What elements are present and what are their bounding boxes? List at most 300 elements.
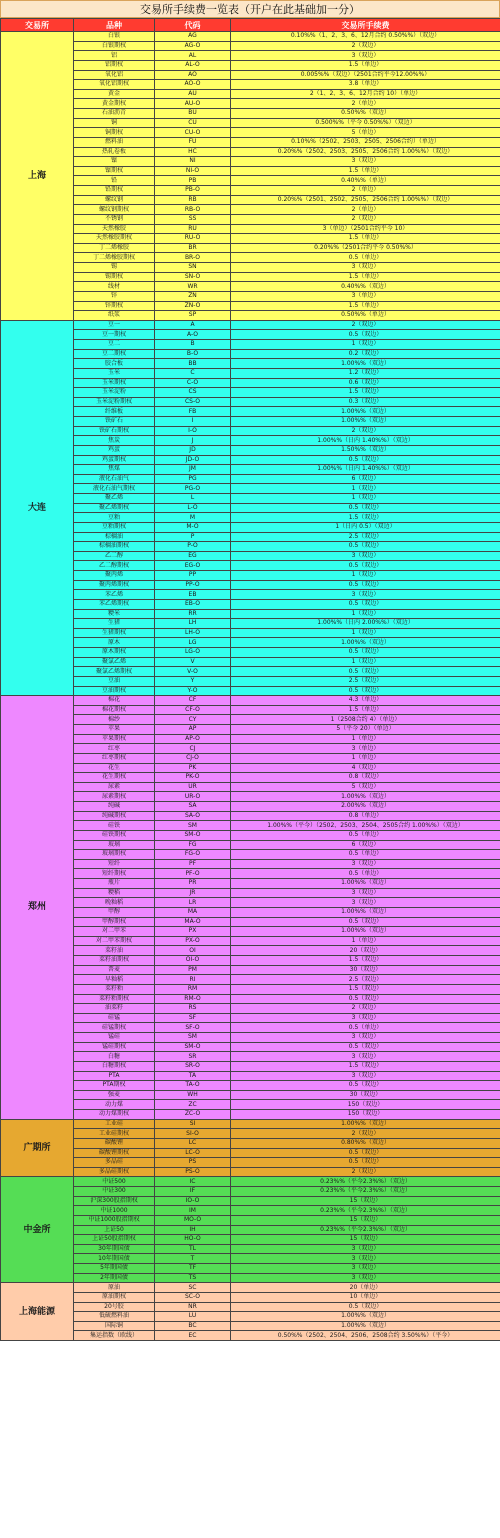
table-row bbox=[1, 311, 500, 321]
table-row bbox=[1, 1206, 500, 1216]
product-code: A bbox=[155, 320, 231, 330]
exchange-name: 上海 bbox=[1, 32, 74, 321]
table-row bbox=[1, 89, 500, 99]
fee-value: 2.5（双边） bbox=[231, 532, 500, 542]
table-row bbox=[1, 99, 500, 109]
product-code: IO-O bbox=[155, 1196, 231, 1206]
product-code: SC bbox=[155, 1283, 231, 1293]
product-code: CY bbox=[155, 715, 231, 725]
product-code: BR-O bbox=[155, 253, 231, 263]
product-code: LU bbox=[155, 1312, 231, 1322]
product-name: 中证500 bbox=[74, 1177, 155, 1187]
table-row bbox=[1, 522, 500, 532]
fee-value: 3（双边） bbox=[231, 898, 500, 908]
fee-value: 0.5（单边） bbox=[231, 253, 500, 263]
header-row bbox=[1, 19, 500, 32]
table-row bbox=[1, 1187, 500, 1197]
table-row bbox=[1, 686, 500, 696]
table-row bbox=[1, 580, 500, 590]
product-code: LG-O bbox=[155, 648, 231, 658]
table-row bbox=[1, 965, 500, 975]
fee-value: 0.5（双边） bbox=[231, 917, 500, 927]
product-name: 硅锰期权 bbox=[74, 1023, 155, 1033]
product-name: 上证50股指期权 bbox=[74, 1235, 155, 1245]
table-row bbox=[1, 628, 500, 638]
table-row bbox=[1, 725, 500, 735]
product-name: 铁矿石 bbox=[74, 417, 155, 427]
fee-value: 3（双边） bbox=[231, 1254, 500, 1264]
table-row bbox=[1, 956, 500, 966]
product-code: BU bbox=[155, 109, 231, 119]
product-code: AP bbox=[155, 725, 231, 735]
fee-value: 10（单边） bbox=[231, 1292, 500, 1302]
product-name: 乙二醇期权 bbox=[74, 561, 155, 571]
product-code: WR bbox=[155, 282, 231, 292]
fee-value: 0.23%%（平今2.3%%）（双边） bbox=[231, 1206, 500, 1216]
product-name: 油菜籽 bbox=[74, 1004, 155, 1014]
fee-value: 2（单边） bbox=[231, 186, 500, 196]
fee-value: 1.00%%（双边） bbox=[231, 792, 500, 802]
product-code: FG bbox=[155, 840, 231, 850]
table-row bbox=[1, 80, 500, 90]
product-code: V-O bbox=[155, 667, 231, 677]
product-code: PB bbox=[155, 176, 231, 186]
fee-value: 1.00%%（双边） bbox=[231, 927, 500, 937]
fee-value: 5（单边） bbox=[231, 128, 500, 138]
fee-value: 30（双边） bbox=[231, 1090, 500, 1100]
product-code: NI-O bbox=[155, 166, 231, 176]
product-name: 玉米 bbox=[74, 368, 155, 378]
fee-value: 0.5（双边） bbox=[231, 503, 500, 513]
product-name: 原油 bbox=[74, 1283, 155, 1293]
table-row bbox=[1, 1292, 500, 1302]
product-name: 白糖期权 bbox=[74, 1061, 155, 1071]
table-row bbox=[1, 224, 500, 234]
fee-value: 0.5（双边） bbox=[231, 542, 500, 552]
product-name: 聚氯乙烯期权 bbox=[74, 667, 155, 677]
product-name: 棕榈油 bbox=[74, 532, 155, 542]
fee-value: 3（双边） bbox=[231, 888, 500, 898]
product-code: ZN-O bbox=[155, 301, 231, 311]
fee-value: 3（双边） bbox=[231, 1273, 500, 1283]
fee-value: 1.5（单边） bbox=[231, 705, 500, 715]
product-code: I bbox=[155, 417, 231, 427]
product-name: 菜籽粕期权 bbox=[74, 994, 155, 1004]
product-name: 豆粕 bbox=[74, 513, 155, 523]
product-name: 螺纹钢 bbox=[74, 195, 155, 205]
fee-value: 2（双边） bbox=[231, 1167, 500, 1177]
fee-value: 3（双边） bbox=[231, 1244, 500, 1254]
product-code: RU bbox=[155, 224, 231, 234]
table-row bbox=[1, 176, 500, 186]
fee-value: 0.5（双边） bbox=[231, 561, 500, 571]
fee-value: 0.23%%（平今2.3%%）（双边） bbox=[231, 1177, 500, 1187]
product-code: TF bbox=[155, 1264, 231, 1274]
fee-value: 0.50%%（双边） bbox=[231, 109, 500, 119]
table-row bbox=[1, 898, 500, 908]
product-name: 聚乙烯期权 bbox=[74, 503, 155, 513]
table-row bbox=[1, 1090, 500, 1100]
product-name: 豆二 bbox=[74, 340, 155, 350]
product-name: 早籼稻 bbox=[74, 975, 155, 985]
product-name: 铅期权 bbox=[74, 186, 155, 196]
fee-value: 1.5（双边） bbox=[231, 956, 500, 966]
product-name: 液化石油气期权 bbox=[74, 484, 155, 494]
product-name: 短纤 bbox=[74, 859, 155, 869]
product-name: 短纤期权 bbox=[74, 869, 155, 879]
product-name: 豆油 bbox=[74, 676, 155, 686]
product-code: T bbox=[155, 1254, 231, 1264]
product-code: JD bbox=[155, 445, 231, 455]
product-code: AO-O bbox=[155, 80, 231, 90]
table-row bbox=[1, 773, 500, 783]
fee-value: 0.20%%（2501、2502、2505、2506合约 1.00%%）（双边） bbox=[231, 195, 500, 205]
table-row bbox=[1, 551, 500, 561]
fee-value: 1（双边） bbox=[231, 571, 500, 581]
table-row bbox=[1, 195, 500, 205]
fee-value: 1（2508合约 4）（单边） bbox=[231, 715, 500, 725]
product-name: 锡期权 bbox=[74, 272, 155, 282]
product-name: 苯乙烯期权 bbox=[74, 599, 155, 609]
table-row bbox=[1, 1235, 500, 1245]
fee-value: 3（双边） bbox=[231, 157, 500, 167]
fee-value: 150（双边） bbox=[231, 1100, 500, 1110]
fee-value: 6（双边） bbox=[231, 474, 500, 484]
product-code: AL-O bbox=[155, 60, 231, 70]
fee-value: 0.2（双边） bbox=[231, 349, 500, 359]
product-code: SN-O bbox=[155, 272, 231, 282]
table-row bbox=[1, 340, 500, 350]
product-code: RI bbox=[155, 975, 231, 985]
table-row bbox=[1, 917, 500, 927]
table-row bbox=[1, 330, 500, 340]
table-row bbox=[1, 503, 500, 513]
fee-value: 0.5（单边） bbox=[231, 869, 500, 879]
fee-value: 1（双边） bbox=[231, 494, 500, 504]
fee-value: 0.5（双边） bbox=[231, 994, 500, 1004]
table-row bbox=[1, 1110, 500, 1120]
product-code: SF-O bbox=[155, 1023, 231, 1033]
product-code: FU bbox=[155, 137, 231, 147]
product-code: FG-O bbox=[155, 850, 231, 860]
table-row bbox=[1, 840, 500, 850]
product-name: 菜籽粕 bbox=[74, 984, 155, 994]
fee-value: 1.50%%（双边） bbox=[231, 445, 500, 455]
product-code: CJ bbox=[155, 744, 231, 754]
product-name: 30年期国债 bbox=[74, 1244, 155, 1254]
fee-value: 1.00%%（日内 2.00%%）（双边） bbox=[231, 619, 500, 629]
table-row bbox=[1, 561, 500, 571]
product-code: RM bbox=[155, 984, 231, 994]
table-row bbox=[1, 792, 500, 802]
product-name: 豆粕期权 bbox=[74, 522, 155, 532]
product-name: 丁二烯橡胶 bbox=[74, 243, 155, 253]
product-name: 原油期权 bbox=[74, 1292, 155, 1302]
product-code: LR bbox=[155, 898, 231, 908]
product-code: OI bbox=[155, 946, 231, 956]
fee-value: 1.00%%（双边） bbox=[231, 407, 500, 417]
product-name: 豆一 bbox=[74, 320, 155, 330]
fee-value: 0.10%%（2502、2503、2505、2506合约）（单边） bbox=[231, 137, 500, 147]
fee-value: 0.80%%（双边） bbox=[231, 1138, 500, 1148]
fee-value: 0.5（单边） bbox=[231, 830, 500, 840]
fee-value: 0.5（双边） bbox=[231, 580, 500, 590]
product-name: 低硫燃料油 bbox=[74, 1312, 155, 1322]
fee-value: 0.5（双边） bbox=[231, 648, 500, 658]
fee-value: 1.00%%（双边） bbox=[231, 638, 500, 648]
fee-value: 0.8（双边） bbox=[231, 773, 500, 783]
product-code: J bbox=[155, 436, 231, 446]
table-row bbox=[1, 234, 500, 244]
table-row bbox=[1, 417, 500, 427]
fee-value: 2（单边） bbox=[231, 205, 500, 215]
product-name: 铅 bbox=[74, 176, 155, 186]
product-code: PR bbox=[155, 879, 231, 889]
fee-value: 3（单边）（2501合约平今 10） bbox=[231, 224, 500, 234]
product-code: BR bbox=[155, 243, 231, 253]
product-code: PX-O bbox=[155, 936, 231, 946]
fee-value: 5（双边） bbox=[231, 782, 500, 792]
table-row bbox=[1, 696, 500, 706]
fee-value: 1.00%%（双边） bbox=[231, 879, 500, 889]
product-name: PTA bbox=[74, 1071, 155, 1081]
product-code: SF bbox=[155, 1013, 231, 1023]
product-name: 玉米淀粉 bbox=[74, 388, 155, 398]
fee-value: 1.00%%（日内 1.40%%）（双边） bbox=[231, 465, 500, 475]
fee-value: 2（单边） bbox=[231, 99, 500, 109]
header-fee: 交易所手续费 bbox=[231, 19, 500, 32]
product-name: 铜期权 bbox=[74, 128, 155, 138]
table-row bbox=[1, 378, 500, 388]
table-row bbox=[1, 1312, 500, 1322]
product-code: PG-O bbox=[155, 484, 231, 494]
product-name: 铝 bbox=[74, 51, 155, 61]
product-code: SC-O bbox=[155, 1292, 231, 1302]
product-name: 聚乙烯 bbox=[74, 494, 155, 504]
table-row bbox=[1, 1138, 500, 1148]
table-row bbox=[1, 821, 500, 831]
fee-value: 0.5（单边） bbox=[231, 850, 500, 860]
product-name: 动力煤 bbox=[74, 1100, 155, 1110]
table-row bbox=[1, 705, 500, 715]
product-name: 普麦 bbox=[74, 965, 155, 975]
product-code: BC bbox=[155, 1321, 231, 1331]
table-row bbox=[1, 975, 500, 985]
product-name: 不锈钢 bbox=[74, 214, 155, 224]
product-name: 硅铁期权 bbox=[74, 830, 155, 840]
fee-value: 0.23%%（平今2.3%%）（双边） bbox=[231, 1225, 500, 1235]
product-name: 玉米期权 bbox=[74, 378, 155, 388]
table-row bbox=[1, 474, 500, 484]
product-code: PK-O bbox=[155, 773, 231, 783]
product-code: MA-O bbox=[155, 917, 231, 927]
fee-value: 2（双边） bbox=[231, 214, 500, 224]
product-code: CS bbox=[155, 388, 231, 398]
table-row bbox=[1, 1273, 500, 1283]
fee-value: 2.00%%（双边） bbox=[231, 802, 500, 812]
table-row bbox=[1, 744, 500, 754]
product-code: PK bbox=[155, 763, 231, 773]
product-name: 玻璃 bbox=[74, 840, 155, 850]
fee-value: 0.20%%（2501合约平今 0.50%%） bbox=[231, 243, 500, 253]
table-row bbox=[1, 397, 500, 407]
table-row bbox=[1, 465, 500, 475]
table-row bbox=[1, 1264, 500, 1274]
product-code: P bbox=[155, 532, 231, 542]
product-name: 沪深300股指期权 bbox=[74, 1196, 155, 1206]
product-code: LC-O bbox=[155, 1148, 231, 1158]
product-name: 镍期权 bbox=[74, 166, 155, 176]
fee-value: 1（单边） bbox=[231, 734, 500, 744]
product-code: A-O bbox=[155, 330, 231, 340]
fee-value: 0.3（双边） bbox=[231, 397, 500, 407]
product-code: AP-O bbox=[155, 734, 231, 744]
table-row bbox=[1, 782, 500, 792]
fee-value: 1.00%%（日内 1.40%%）（双边） bbox=[231, 436, 500, 446]
table-row bbox=[1, 455, 500, 465]
fee-value: 0.5（双边） bbox=[231, 1148, 500, 1158]
fee-value: 15（双边） bbox=[231, 1196, 500, 1206]
product-code: SN bbox=[155, 263, 231, 273]
fee-value: 1.5（单边） bbox=[231, 272, 500, 282]
table-row bbox=[1, 859, 500, 869]
fee-value: 3（双边） bbox=[231, 1033, 500, 1043]
fee-value: 2（双边） bbox=[231, 1004, 500, 1014]
product-code: CU bbox=[155, 118, 231, 128]
product-code: SP bbox=[155, 311, 231, 321]
product-name: 聚丙烯期权 bbox=[74, 580, 155, 590]
table-row bbox=[1, 619, 500, 629]
product-name: 甲醇 bbox=[74, 907, 155, 917]
fee-value: 1（单边） bbox=[231, 753, 500, 763]
product-code: TA bbox=[155, 1071, 231, 1081]
product-code: PP-O bbox=[155, 580, 231, 590]
table-row bbox=[1, 426, 500, 436]
product-name: 白银期权 bbox=[74, 41, 155, 51]
product-code: AO bbox=[155, 70, 231, 80]
product-code: AU-O bbox=[155, 99, 231, 109]
table-row bbox=[1, 763, 500, 773]
table-row bbox=[1, 1167, 500, 1177]
fee-value: 2（双边） bbox=[231, 426, 500, 436]
product-code: JR bbox=[155, 888, 231, 898]
product-name: 生猪 bbox=[74, 619, 155, 629]
fee-value: 3（双边） bbox=[231, 859, 500, 869]
product-code: B bbox=[155, 340, 231, 350]
table-row bbox=[1, 301, 500, 311]
table-row bbox=[1, 936, 500, 946]
table-row bbox=[1, 349, 500, 359]
fee-value: 0.5（双边） bbox=[231, 455, 500, 465]
product-name: 中证1000 bbox=[74, 1206, 155, 1216]
table-row bbox=[1, 1302, 500, 1312]
table-row bbox=[1, 1052, 500, 1062]
product-name: 甲醇期权 bbox=[74, 917, 155, 927]
product-name: 花生期权 bbox=[74, 773, 155, 783]
fee-value: 3（双边） bbox=[231, 51, 500, 61]
table-row bbox=[1, 590, 500, 600]
exchange-name: 大连 bbox=[1, 320, 74, 695]
product-name: 纤维板 bbox=[74, 407, 155, 417]
product-code: LH bbox=[155, 619, 231, 629]
table-row bbox=[1, 320, 500, 330]
fee-value: 3（双边） bbox=[231, 1071, 500, 1081]
fee-value: 1（双边） bbox=[231, 657, 500, 667]
table-row bbox=[1, 1158, 500, 1168]
fee-value: 30（双边） bbox=[231, 965, 500, 975]
fee-value: 1.00%%（平今）（2502、2503、2504、2505合约 1.00%%）（双边） bbox=[231, 821, 500, 831]
table-row bbox=[1, 513, 500, 523]
product-code: RR bbox=[155, 609, 231, 619]
product-code: NI bbox=[155, 157, 231, 167]
fee-value: 5（平今 20）（单边） bbox=[231, 725, 500, 735]
fee-value: 3（双边） bbox=[231, 590, 500, 600]
fee-value: 1.5（双边） bbox=[231, 1061, 500, 1071]
product-code: SM-O bbox=[155, 830, 231, 840]
product-name: 20号胶 bbox=[74, 1302, 155, 1312]
table-row bbox=[1, 802, 500, 812]
table-row bbox=[1, 263, 500, 273]
table-row bbox=[1, 676, 500, 686]
product-code: M-O bbox=[155, 522, 231, 532]
fee-value: 3（双边） bbox=[231, 1264, 500, 1274]
product-code: OI-O bbox=[155, 956, 231, 966]
table-row bbox=[1, 157, 500, 167]
fee-value: 3（单边） bbox=[231, 291, 500, 301]
product-name: 对二甲苯 bbox=[74, 927, 155, 937]
product-name: 苯乙烯 bbox=[74, 590, 155, 600]
table-row bbox=[1, 715, 500, 725]
table-row bbox=[1, 51, 500, 61]
product-code: C bbox=[155, 368, 231, 378]
fee-value: 3（双边） bbox=[231, 1052, 500, 1062]
product-code: EC bbox=[155, 1331, 231, 1341]
product-code: SR bbox=[155, 1052, 231, 1062]
table-row bbox=[1, 850, 500, 860]
fee-value: 0.40%%（单边） bbox=[231, 176, 500, 186]
product-code: TA-O bbox=[155, 1081, 231, 1091]
product-code: CF bbox=[155, 696, 231, 706]
fee-value: 0.500%%（平今 0.50%%）（双边） bbox=[231, 118, 500, 128]
fee-value: 0.50%%（单边） bbox=[231, 311, 500, 321]
table-row bbox=[1, 648, 500, 658]
table-row bbox=[1, 368, 500, 378]
fee-value: 1.00%%（双边） bbox=[231, 417, 500, 427]
product-code: CF-O bbox=[155, 705, 231, 715]
product-name: 天然橡胶 bbox=[74, 224, 155, 234]
product-name: 强麦 bbox=[74, 1090, 155, 1100]
table-row bbox=[1, 879, 500, 889]
fee-value: 3.8（单边） bbox=[231, 80, 500, 90]
fee-value: 1.5（单边） bbox=[231, 234, 500, 244]
table-row bbox=[1, 70, 500, 80]
product-code: P-O bbox=[155, 542, 231, 552]
product-code: RM-O bbox=[155, 994, 231, 1004]
fee-value: 1.00%%（双边） bbox=[231, 1312, 500, 1322]
fee-value: 1.5（单边） bbox=[231, 301, 500, 311]
table-row bbox=[1, 1004, 500, 1014]
product-name: 国际铜 bbox=[74, 1321, 155, 1331]
fee-value: 0.10%%（1、2、3、6、12月合约 0.50%%）（双边） bbox=[231, 32, 500, 42]
fee-value: 2.5（双边） bbox=[231, 975, 500, 985]
product-code: SI-O bbox=[155, 1129, 231, 1139]
table-row bbox=[1, 253, 500, 263]
product-name: 铁矿石期权 bbox=[74, 426, 155, 436]
product-code: B-O bbox=[155, 349, 231, 359]
table-row bbox=[1, 32, 500, 42]
product-code: Y bbox=[155, 676, 231, 686]
product-name: 锰硅期权 bbox=[74, 1042, 155, 1052]
